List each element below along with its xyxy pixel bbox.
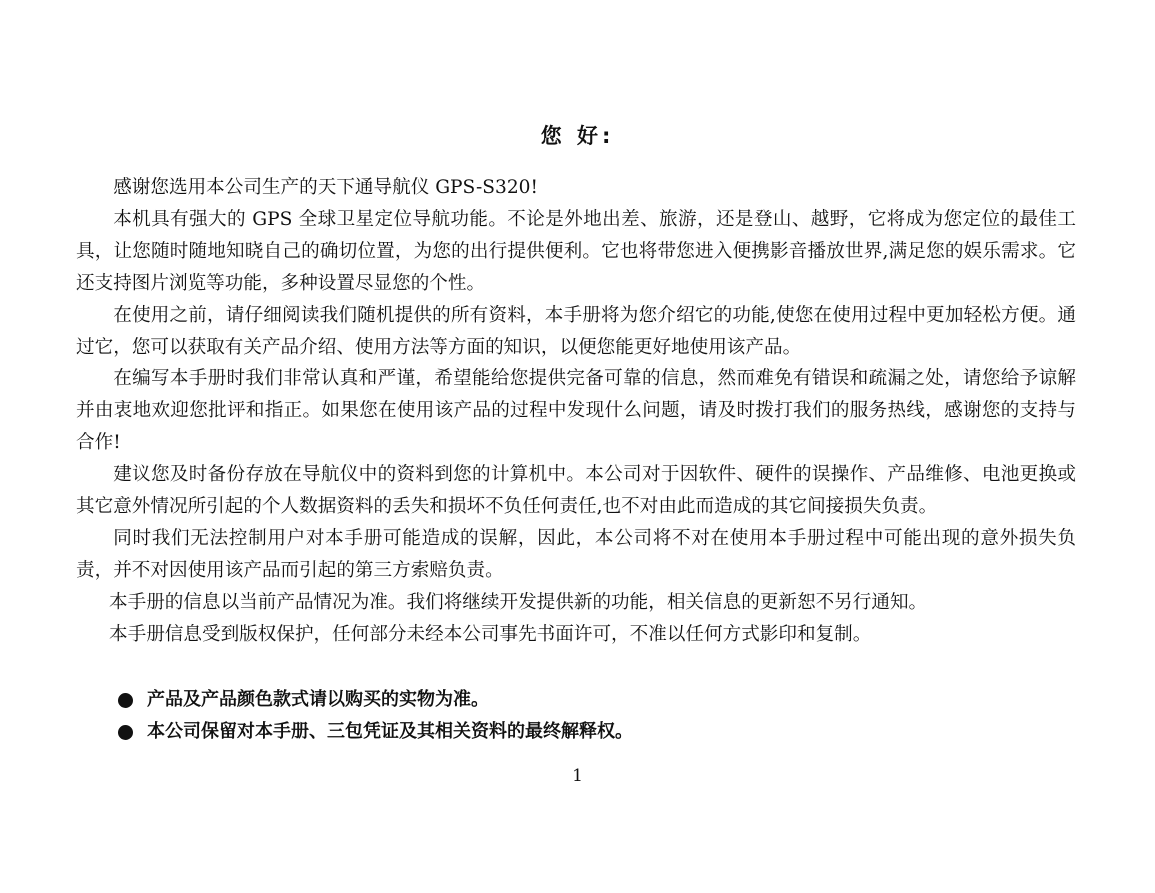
paragraph-updates: 本手册的信息以当前产品情况为准。我们将继续开发提供新的功能，相关信息的更新恕不另行通知。: [109, 591, 928, 613]
page-number: 1: [572, 766, 583, 786]
body-text: [76, 172, 1076, 651]
paragraph-thanks: 感谢您选用本公司生产的天下通导航仪 GPS-S320!: [113, 177, 538, 198]
bullet-item: [118, 716, 1078, 748]
bullet-item: [118, 684, 1078, 716]
paragraph-disclaimer: 同时我们无法控制用户对本手册可能造成的误解，因此，本公司将不对在使用本手册过程中可能出现的意外损失负责，并不对因使用该产品而引起的第三方索赔负责。: [76, 527, 1076, 581]
bullet-dot-icon: [118, 693, 133, 708]
bullet-text: 产品及产品颜色款式请以购买的实物为准。: [147, 689, 489, 710]
paragraph-copyright: 本手册信息受到版权保护，任何部分未经本公司事先书面许可，不准以任何方式影印和复制。: [109, 623, 872, 645]
bullet-text: 本公司保留对本手册、三包凭证及其相关资料的最终解释权。: [147, 721, 633, 742]
paragraph-backup: 建议您及时备份存放在导航仪中的资料到您的计算机中。本公司对于因软件、硬件的误操作、产品维修、电池更换或其它意外情况所引起的个人数据资料的丢失和损坏不负任何责任,也不对由此而造成的其它间接损失负责。: [76, 464, 1076, 518]
paragraph-feedback: 在编写本手册时我们非常认真和严谨，希望能给您提供完备可靠的信息，然而难免有错误和疏漏之处，请您给予谅解并由衷地欢迎您批评和指正。如果您在使用该产品的过程中发现什么问题，请及时拨打我们的服务热线，感谢您的支持与合作!: [76, 368, 1076, 454]
paragraph-before-use: 在使用之前，请仔细阅读我们随机提供的所有资料，本手册将为您介绍它的功能,使您在使用过程中更加轻松方便。通过它，您可以获取有关产品介绍、使用方法等方面的知识，以便您能更好地使用该产品。: [76, 304, 1076, 358]
bullet-dot-icon: [118, 725, 133, 740]
page-title: 您 好:: [540, 124, 615, 148]
bullet-list: [118, 684, 1078, 748]
paragraph-features: 本机具有强大的 GPS 全球卫星定位导航功能。不论是外地出差、旅游，还是登山、越野，它将成为您定位的最佳工具，让您随时随地知晓自己的确切位置，为您的出行提供便利。它也将带您进入便携影音播放世界,满足您的娱乐需求。它还支持图片浏览等功能，多种设置尽显您的个性。: [76, 208, 1076, 294]
